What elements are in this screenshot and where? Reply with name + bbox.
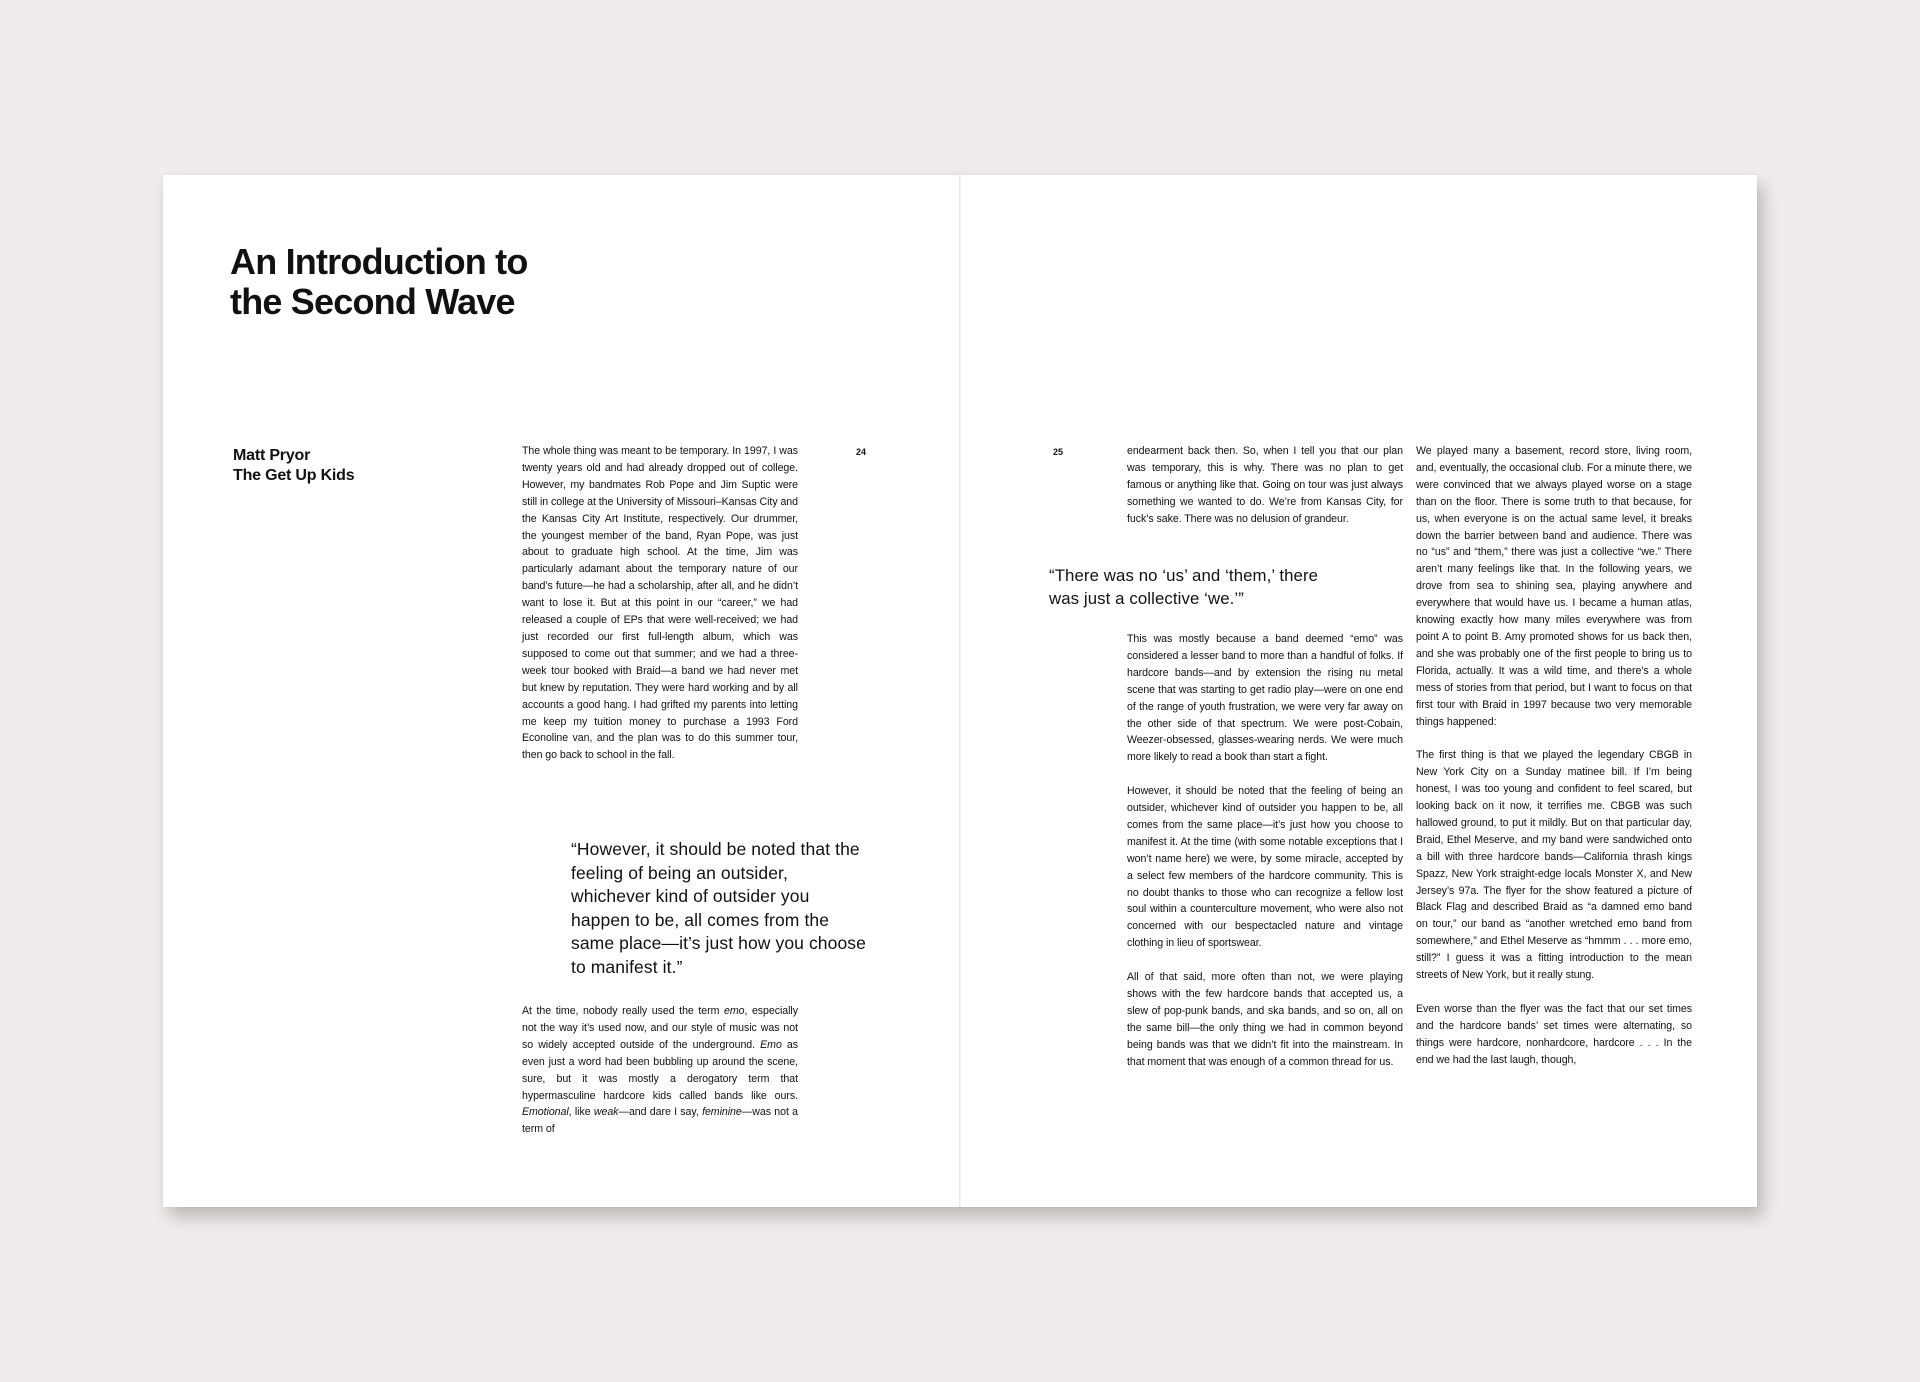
- author-byline: [233, 446, 354, 486]
- pull-quote-left: “However, it should be noted that the feeling of being an outsider, whichever kind of outsider you happen to be, all comes from the same place—it’s just how you choose to manifest it.”: [571, 839, 866, 977]
- paragraph: At the time, nobody really used the term emo, especially not the way it’s used now, and our style of music was not so widely accepted outside of the underground. Emo as even just a word had been bubbling up around the scene, sure, but it was mostly a derogatory term that hypermasculine hardcore kids called bands like ours. Emotional, like weak—and dare I say, feminine—was not a term of: [522, 1005, 798, 1136]
- paragraph: This was mostly because a band deemed “emo” was considered a lesser band to more than a handful of folks. If hardcore bands—and by extension the rising nu metal scene that was starting to get radio play—were on one end of the range of youth frustration, we were very far away on the other side of that spectrum. We were post-Cobain, Weezer-obsessed, glasses-wearing nerds. We were much more likely to read a book than start a fight.: [1127, 633, 1403, 764]
- paragraph: All of that said, more often than not, we were playing shows with the few hardcore bands that accepted us, a slew of pop-punk bands, and ska bands, and so on, all on the same bill—the only thing we had in common beyond being bands was that we didn’t fit into the mainstream. In that moment that was enough of a common thread for us.: [1127, 971, 1403, 1068]
- page-number-right: 25: [1053, 447, 1064, 457]
- body-column-1-continued: [522, 1003, 798, 1138]
- book-spread: [163, 175, 1757, 1207]
- author-name: Matt Pryor: [233, 447, 311, 464]
- paragraph: The whole thing was meant to be temporary. In 1997, I was twenty years old and had already dropped out of college. However, my bandmates Rob Pope and Jim Suptic were still in college at the University of Missouri–Kansas City and the Kansas City Art Institute, respectively. Our drummer, the youngest member of the band, Ryan Pope, was just about to graduate high school. At the time, Jim was particularly adamant about the temporary nature of our band’s future—he had a scholarship, after all, and he didn’t want to lose it. But at this point in our “career,” we had released a couple of EPs that were well-received; we had just recorded our first full-length album, which was supposed to come out that summer; and we had a three-week tour booked with Braid—a band we had never met but knew by reputation. They were hard working and by all accounts a good hang. I had grifted my parents into letting me keep my tuition money to purchase a 1993 Ford Econoline van, and the plan was to do this summer tour, then go back to school in the fall.: [522, 445, 798, 762]
- page-number-left: 24: [856, 447, 867, 457]
- pull-quote-right: “There was no ‘us’ and ‘them,’ there was just a collective ‘we.’”: [1049, 566, 1319, 608]
- body-column-1: [522, 443, 798, 764]
- paragraph: We played many a basement, record store, living room, and, eventually, the occasional club. For a minute there, we were convinced that we always played worse on a stage than on the floor. There is some truth to that because, for us, when everyone is on the actual same level, it breaks down the barrier between band and audience. There was no “us” and “them,” there was just a collective “we.” There aren’t many feelings like that. In the following years, we drove from sea to shining sea, playing anywhere and everywhere that would have us. I became a human atlas, knowing exactly how many miles everywhere was from point A to point B. Amy promoted shows for us back then, and she was probably one of the first people to bring us to Florida, actually. It was a wild time, and there’s a whole mess of stories from that period, but I want to focus on that first tour with Braid in 1997 because two very memorable things happened:: [1416, 445, 1692, 728]
- paragraph: Even worse than the flyer was the fact that our set times and the hardcore bands’ set times were alternating, so things were hardcore, nonhardcore, hardcore . . . In the end we had the last laugh, though,: [1416, 1002, 1692, 1066]
- paragraph: The first thing is that we played the legendary CBGB in New York City on a Sunday matinee bill. If I’m being honest, I was too young and confident to feel scared, but looking back on it now, it terrifies me. CBGB was such hallowed ground, to put it mildly. But on that particular day, Braid, Ethel Meserve, and my band were sandwiched onto a bill with three hardcore bands—California thrash kings Spazz, New York straight-edge locals Monster X, and New Jersey’s 97a. The flyer for the show featured a picture of Black Flag and described Braid as “a damned emo band on tour,” our band as “another wretched emo band from somewhere,” and Ethel Meserve as “hmmm . . . more emo, still?” I guess it was a fitting introduction to the mean streets of New York, but it really stung.: [1416, 749, 1692, 982]
- book-gutter: [959, 175, 961, 1207]
- paragraph: endearment back then. So, when I tell you that our plan was temporary, this is why. There was no plan to get famous or anything like that. Going on tour was just always something we wanted to do. We’re from Kansas City, for fuck’s sake. There was no delusion of grandeur.: [1127, 445, 1403, 525]
- body-column-2-continued: [1127, 631, 1403, 1071]
- body-column-3: [1416, 443, 1692, 1069]
- chapter-title: An Introduction to the Second Wave: [230, 241, 528, 322]
- paragraph: However, it should be noted that the feeling of being an outsider, whichever kind of outsider you happen to be, all comes from the same place—it’s just how you choose to manifest it. At the time (with some notable exceptions that I won’t name here) we were, by some miracle, accepted by a select few members of the hardcore community. This is no doubt thanks to those who can recognize a fellow lost soul within a counterculture movement, who were also not concerned with our bespectacled nature and vintage clothing in lieu of sportswear.: [1127, 785, 1403, 950]
- body-column-2: [1127, 443, 1403, 528]
- author-band: The Get Up Kids: [233, 467, 355, 484]
